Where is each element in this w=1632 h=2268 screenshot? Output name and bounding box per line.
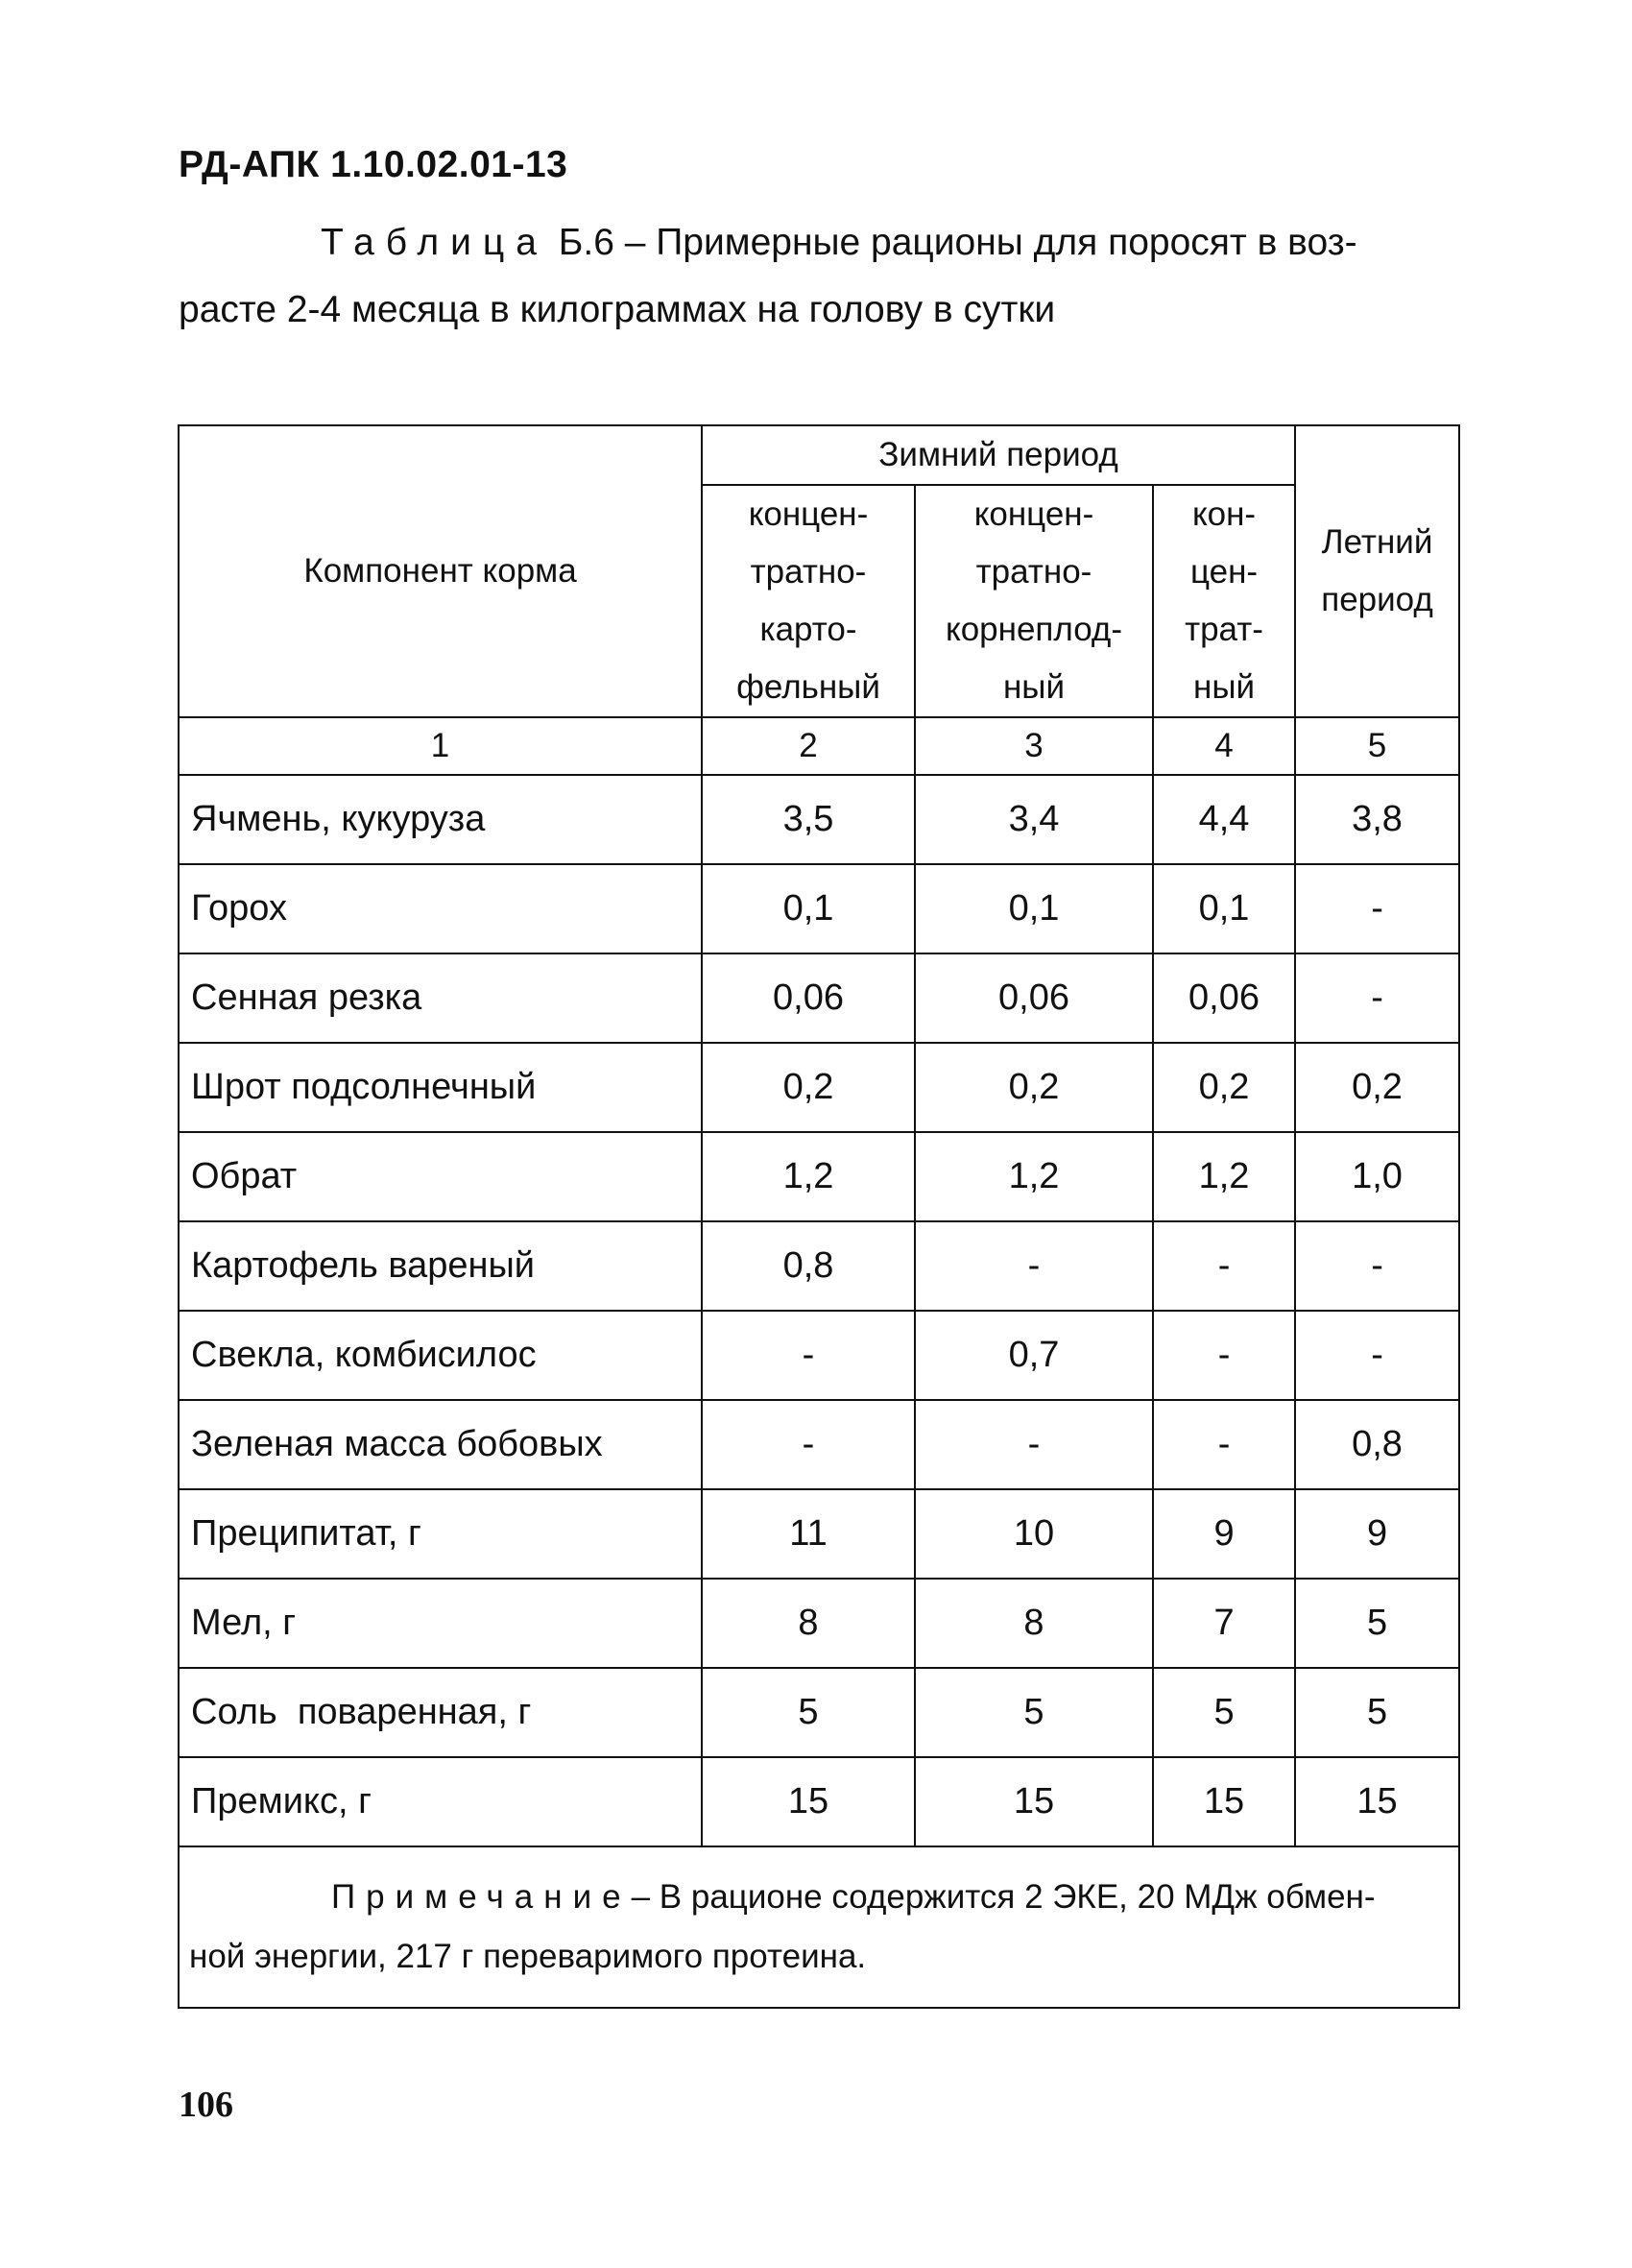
table-row xyxy=(179,775,1459,864)
row-name: Ячмень, кукуруза xyxy=(179,775,702,864)
cell-value: 0,2 xyxy=(702,1043,915,1132)
column-number: 2 xyxy=(702,717,915,775)
cell-value: 11 xyxy=(702,1489,915,1579)
header-line: тратно- xyxy=(750,553,867,591)
header-winter-period: Зимний период xyxy=(702,425,1295,485)
table-note xyxy=(179,1846,1459,2008)
table-row xyxy=(179,1579,1459,1668)
cell-value: 5 xyxy=(1295,1668,1459,1757)
header-summer-period xyxy=(1295,425,1459,717)
row-name: Зеленая масса бобовых xyxy=(179,1400,702,1489)
table-row xyxy=(179,1668,1459,1757)
cell-value: - xyxy=(1295,864,1459,953)
header-line: корнеплод- xyxy=(946,611,1122,648)
header-summer-line: период xyxy=(1321,581,1433,618)
table-caption xyxy=(179,209,1440,344)
table-row xyxy=(179,953,1459,1043)
header-line: кон- xyxy=(1191,495,1257,533)
cell-value: 3,8 xyxy=(1295,775,1459,864)
cell-value: 0,2 xyxy=(1295,1043,1459,1132)
row-name: Премикс, г xyxy=(179,1757,702,1846)
cell-value: 15 xyxy=(1153,1757,1295,1846)
table-row xyxy=(179,1757,1459,1846)
cell-value: 0,1 xyxy=(702,864,915,953)
header-line: карто- xyxy=(759,611,857,648)
row-name: Соль поваренная, г xyxy=(179,1668,702,1757)
cell-value: - xyxy=(1295,1221,1459,1311)
table-row xyxy=(179,864,1459,953)
note-line-1 xyxy=(189,1868,1449,1927)
cell-value: - xyxy=(1295,953,1459,1043)
row-name: Мел, г xyxy=(179,1579,702,1668)
header-line: фельный xyxy=(736,668,880,706)
cell-value: 9 xyxy=(1153,1489,1295,1579)
column-number: 5 xyxy=(1295,717,1459,775)
table-row xyxy=(179,1043,1459,1132)
cell-value: 5 xyxy=(702,1668,915,1757)
note-label: Примечание xyxy=(331,1878,632,1916)
ration-table xyxy=(178,424,1460,2009)
header-winter-col-rootcrop xyxy=(915,485,1153,717)
column-number: 4 xyxy=(1153,717,1295,775)
column-number: 1 xyxy=(179,717,702,775)
header-component: Компонент корма xyxy=(179,425,702,717)
cell-value: 3,5 xyxy=(702,775,915,864)
column-number: 3 xyxy=(915,717,1153,775)
cell-value: 15 xyxy=(915,1757,1153,1846)
row-name: Горох xyxy=(179,864,702,953)
table-body xyxy=(179,775,1459,2008)
cell-value: 0,1 xyxy=(915,864,1153,953)
cell-value: 0,06 xyxy=(915,953,1153,1043)
header-line: тратно- xyxy=(975,553,1092,591)
cell-value: - xyxy=(1153,1400,1295,1489)
cell-value: 0,06 xyxy=(702,953,915,1043)
caption-line-1 xyxy=(179,209,1440,277)
cell-value: 7 xyxy=(1153,1579,1295,1668)
cell-value: - xyxy=(1295,1311,1459,1400)
header-line: ный xyxy=(1002,668,1066,706)
caption-text-1: Б.6 – Примерные рационы для поросят в воз- xyxy=(558,222,1357,263)
table-row xyxy=(179,1311,1459,1400)
header-winter-col-concentrate xyxy=(1153,485,1295,717)
caption-label: Таблица xyxy=(321,222,548,263)
cell-value: 0,1 xyxy=(1153,864,1295,953)
cell-value: - xyxy=(1153,1311,1295,1400)
row-name: Картофель вареный xyxy=(179,1221,702,1311)
row-name: Преципитат, г xyxy=(179,1489,702,1579)
table-row xyxy=(179,1400,1459,1489)
cell-value: - xyxy=(915,1221,1153,1311)
header-line: концен- xyxy=(748,495,869,533)
cell-value: - xyxy=(915,1400,1153,1489)
header-line: концен- xyxy=(973,495,1094,533)
cell-value: 5 xyxy=(1153,1668,1295,1757)
header-winter-col-potato xyxy=(702,485,915,717)
cell-value: 1,2 xyxy=(1153,1132,1295,1221)
row-name: Свекла, комбисилос xyxy=(179,1311,702,1400)
cell-value: 5 xyxy=(915,1668,1153,1757)
note-line-2: ной энергии, 217 г переваримого протеина. xyxy=(189,1938,867,1975)
table-note-row xyxy=(179,1846,1459,2008)
header-line: трат- xyxy=(1185,611,1263,648)
cell-value: 1,2 xyxy=(915,1132,1153,1221)
cell-value: 15 xyxy=(702,1757,915,1846)
cell-value: 9 xyxy=(1295,1489,1459,1579)
header-line: ный xyxy=(1192,668,1256,706)
row-name: Шрот подсолнечный xyxy=(179,1043,702,1132)
cell-value: 0,2 xyxy=(1153,1043,1295,1132)
cell-value: - xyxy=(1153,1221,1295,1311)
table-row xyxy=(179,1221,1459,1311)
cell-value: - xyxy=(702,1311,915,1400)
cell-value: 3,4 xyxy=(915,775,1153,864)
document-code: РД-АПК 1.10.02.01-13 xyxy=(179,144,568,185)
cell-value: 0,8 xyxy=(1295,1400,1459,1489)
row-name: Сенная резка xyxy=(179,953,702,1043)
cell-value: 4,4 xyxy=(1153,775,1295,864)
cell-value: 0,8 xyxy=(702,1221,915,1311)
column-number-row xyxy=(179,717,1459,775)
table-row xyxy=(179,1489,1459,1579)
cell-value: - xyxy=(702,1400,915,1489)
cell-value: 0,06 xyxy=(1153,953,1295,1043)
cell-value: 8 xyxy=(702,1579,915,1668)
cell-value: 10 xyxy=(915,1489,1153,1579)
cell-value: 15 xyxy=(1295,1757,1459,1846)
caption-line-2: расте 2-4 месяца в килограммах на голову в сутки xyxy=(179,289,1056,330)
row-name: Обрат xyxy=(179,1132,702,1221)
header-line: цен- xyxy=(1189,553,1259,591)
cell-value: 8 xyxy=(915,1579,1153,1668)
note-text-1: – В рационе содержится 2 ЭКЕ, 20 МДж обмен- xyxy=(631,1878,1376,1916)
table-row xyxy=(179,1132,1459,1221)
cell-value: 0,7 xyxy=(915,1311,1153,1400)
cell-value: 0,2 xyxy=(915,1043,1153,1132)
cell-value: 1,2 xyxy=(702,1132,915,1221)
cell-value: 1,0 xyxy=(1295,1132,1459,1221)
header-summer-line: Летний xyxy=(1321,523,1433,561)
page-number: 106 xyxy=(179,2085,233,2125)
cell-value: 5 xyxy=(1295,1579,1459,1668)
